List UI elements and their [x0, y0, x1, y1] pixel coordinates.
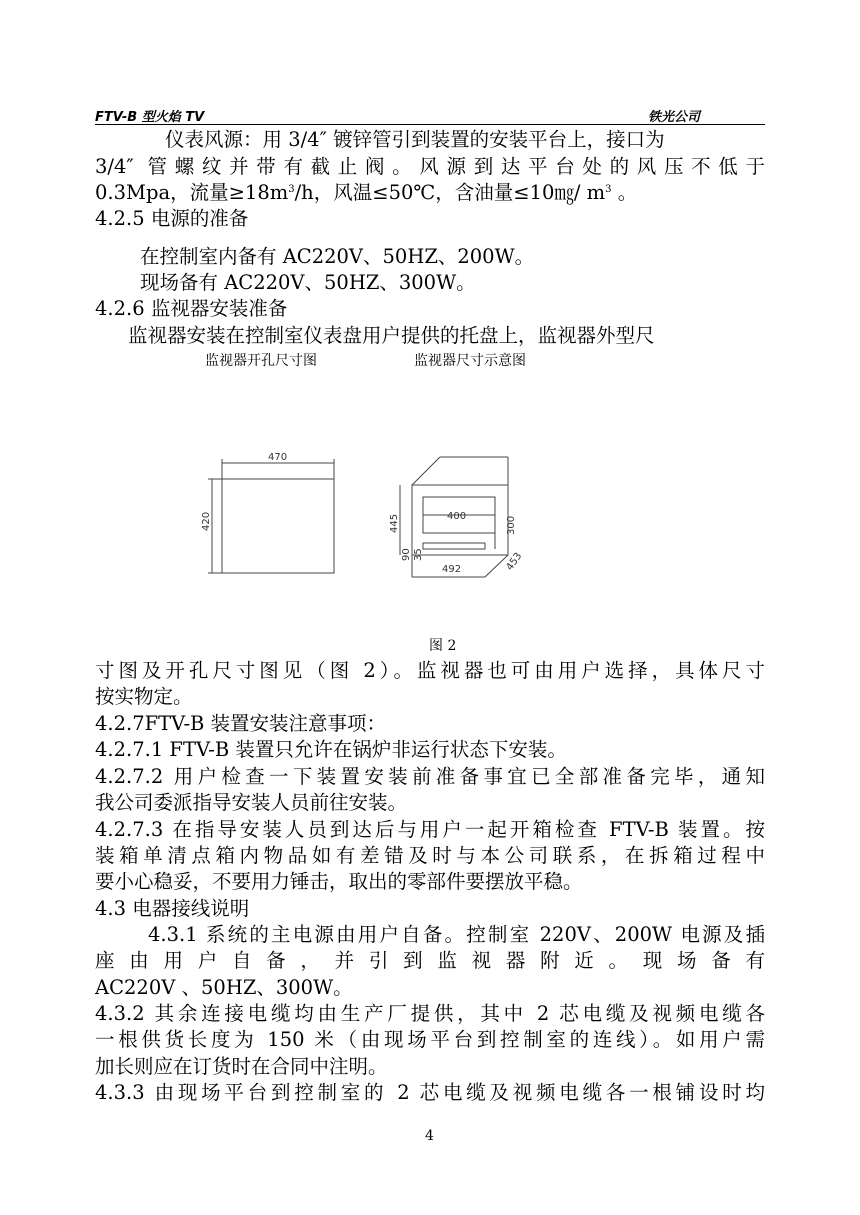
- section-heading: 4.2.7FTV-B 装置安装注意事项：: [95, 712, 387, 735]
- superscript: 3: [605, 184, 612, 195]
- cutout-rect: [222, 479, 334, 573]
- monitor-button-strip: [423, 543, 485, 549]
- section-heading: 4.3 电器接线说明: [95, 897, 250, 920]
- paragraph-line: [95, 181, 765, 205]
- screen-height-label: 300: [506, 515, 517, 535]
- paragraph-line: 4.2.7.1 FTV-B 装置只允许在锅炉非运行状态下安装。: [95, 738, 567, 761]
- figure-caption-left: 监视器开孔尺寸图: [205, 353, 317, 369]
- paragraph-line: 现场备有 AC220V、50HZ、300W。: [140, 271, 476, 294]
- monitor-edge: [412, 457, 440, 485]
- paragraph-line: 仪表风源：用 3/4″ 镀锌管引到装置的安装平台上，接口为: [165, 128, 665, 151]
- page-header-left: FTV-B 型火焰 TV: [95, 110, 205, 125]
- paragraph-line: 4.3.1 系统的主电源由用户自备。控制室 220V、200W 电源及插: [148, 923, 765, 946]
- paragraph-line: 4.2.7.2 用户检查一下装置安装前准备事宜已全部准备完毕，通知: [95, 765, 765, 788]
- screen-width-label: 400: [447, 511, 467, 522]
- dim-90-label: 90: [401, 548, 412, 561]
- paragraph-line: 4.3.2 其余连接电缆均由生产厂提供，其中 2 芯电缆及视频电缆各: [95, 1002, 765, 1025]
- paragraph-line: 4.2.7.3 在指导安装人员到达后与用户一起开箱检查 FTV-B 装置。按: [95, 818, 765, 841]
- depth-label: 453: [504, 550, 525, 573]
- section-heading: 4.2.6 监视器安装准备: [95, 297, 288, 320]
- monitor-dimension-diagram: [195, 445, 535, 580]
- paragraph-line: 要小心稳妥，不要用力锤击，取出的零部件要摆放平稳。: [95, 870, 583, 893]
- section-heading: 4.2.5 电源的准备: [95, 207, 249, 230]
- text-run: 。: [611, 181, 638, 204]
- superscript: 3: [288, 184, 295, 195]
- header-rule: [95, 124, 765, 125]
- total-height-label: 445: [389, 513, 400, 533]
- figure-label: 图 2: [429, 638, 457, 654]
- paragraph-line: 装箱单清点箱内物品如有差错及时与本公司联系，在拆箱过程中: [95, 844, 765, 867]
- paragraph-line: 一根供货长度为 150 米（由现场平台到控制室的连线）。如用户需: [95, 1028, 765, 1051]
- paragraph-line: AC220V 、50HZ、300W。: [95, 976, 353, 999]
- paragraph-line: 4.3.3 由现场平台到控制室的 2 芯电缆及视频电缆各一根铺设时均: [95, 1081, 765, 1104]
- paragraph-line: 寸图及开孔尺寸图见（图 2）。监视器也可由用户选择，具体尺寸: [95, 659, 765, 682]
- figure-caption-right: 监视器尺寸示意图: [414, 353, 526, 369]
- paragraph-line: 我公司委派指导安装人员前往安装。: [95, 791, 408, 814]
- dim-35-label: 35: [413, 548, 424, 561]
- text-run: 0.3Mpa，流量≥18m: [95, 181, 289, 204]
- paragraph-line: 监视器安装在控制室仪表盘用户提供的托盘上，监视器外型尺: [128, 324, 655, 347]
- page-header-right: 铁光公司: [648, 110, 701, 125]
- paragraph-line: 3/4″ 管螺纹并带有截止阀。风源到达平台处的风压不低于: [95, 155, 765, 178]
- base-width-label: 492: [442, 564, 462, 575]
- cutout-width-label: 470: [268, 452, 288, 463]
- cutout-height-label: 420: [201, 511, 212, 531]
- paragraph-line: 加长则应在订货时在合同中注明。: [95, 1055, 388, 1078]
- paragraph-line: 座 由 用 户 自 备 ， 并 引 到 监 视 器 附 近 。 现 场 备 有: [95, 949, 765, 972]
- text-run: /h，风温≤50℃，含油量≤10㎎/ m: [294, 181, 606, 204]
- paragraph-line: 按实物定。: [95, 685, 193, 708]
- page-number: 4: [425, 1128, 434, 1144]
- paragraph-line: 在控制室内备有 AC220V、50HZ、200W。: [140, 245, 535, 268]
